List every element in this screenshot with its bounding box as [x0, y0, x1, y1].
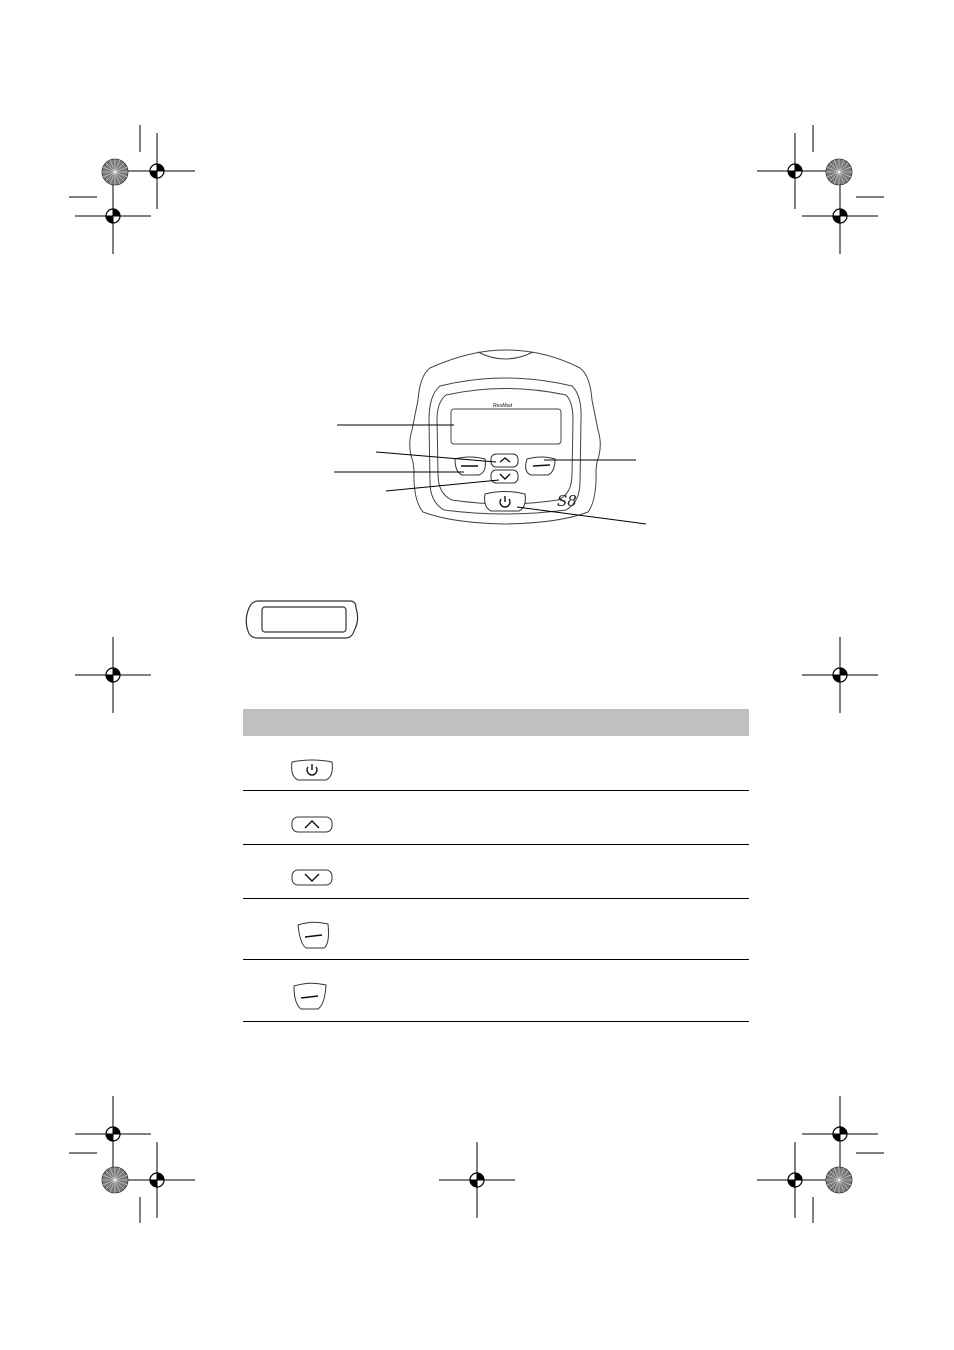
power-button-icon	[292, 760, 333, 780]
left-soft-key-icon	[298, 922, 329, 948]
model-logo: S8	[557, 492, 577, 510]
up-arrow-button-icon	[292, 817, 332, 832]
down-arrow-button-icon	[292, 870, 332, 885]
right-soft-key-icon	[294, 983, 326, 1009]
brand-logo: ResMed	[493, 403, 513, 409]
